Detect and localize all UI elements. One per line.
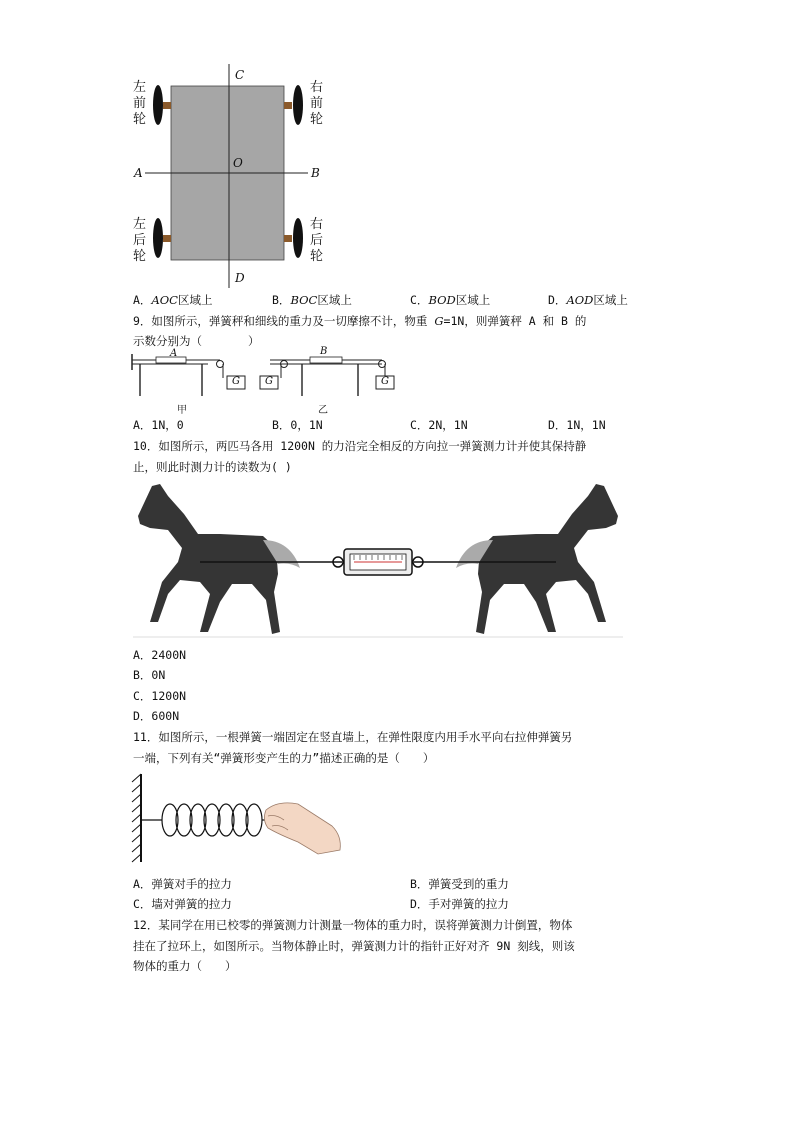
q8-option-b[interactable]: B．BOC区域上 [272, 293, 352, 307]
left-front-label: 左前轮 [133, 80, 147, 127]
left-rear-wheel [153, 218, 163, 258]
right-rear-wheel [293, 218, 303, 258]
q9-option-a[interactable]: A．1N，0 [133, 418, 184, 432]
spring-scale [333, 549, 423, 575]
q11-option-a[interactable]: A．弹簧对手的拉力 [133, 877, 232, 891]
q8-option-d[interactable]: D．AOD区域上 [548, 293, 628, 307]
q12-stem-line3: 物体的重力（ ） [133, 959, 237, 973]
q10-option-a[interactable]: A．2400N [133, 648, 187, 662]
q11-stem-line1: 11．如图所示，一根弹簧一端固定在竖直墙上，在弹性限度内用手水平向右拉伸弹簧另 [133, 730, 573, 744]
right-rear-label: 右后轮 [310, 217, 324, 264]
q8-option-a[interactable]: A．AOC区域上 [133, 293, 213, 307]
spring-scale-b [310, 357, 342, 363]
car-wheels-figure [128, 60, 328, 292]
q9-option-b[interactable]: B．0，1N [272, 418, 323, 432]
weight-g-label-yi-left: G [265, 376, 273, 387]
point-d-label: D [235, 271, 245, 285]
right-front-label: 右前轮 [310, 80, 324, 127]
fig-jia-label: 甲 [177, 405, 187, 416]
q10-option-c[interactable]: C．1200N [133, 689, 187, 703]
q9-option-c[interactable]: C．2N，1N [410, 418, 468, 432]
left-horse [138, 484, 300, 634]
spring-wall-hand-figure [128, 770, 348, 866]
q8-option-c[interactable]: C．BOD区域上 [410, 293, 491, 307]
q11-stem-line2: 一端，下列有关“弹簧形变产生的力”描述正确的是（ ） [133, 751, 435, 765]
q11-option-b[interactable]: B．弹簧受到的重力 [410, 877, 509, 891]
right-front-wheel [293, 85, 303, 125]
point-a-label: A [134, 166, 143, 180]
right-horse [456, 484, 618, 634]
q9-stem-line1: 9．如图所示，弹簧秤和细线的重力及一切摩擦不计，物重 G=1N，则弹簧秤 A 和 B 的 [133, 314, 587, 328]
q12-stem-line2: 挂在了拉环上，如图所示。当物体静止时，弹簧测力计的指针正好对齐 9N 刻线，则该 [133, 939, 575, 953]
q10-stem-line2: 止，则此时测力计的读数为( ) [133, 460, 292, 474]
point-c-label: C [235, 68, 245, 82]
weight-g-label-jia: G [232, 376, 240, 387]
spring-coils [141, 804, 272, 836]
point-b-label: B [311, 166, 320, 180]
q9-option-d[interactable]: D．1N，1N [548, 418, 606, 432]
left-front-wheel [153, 85, 163, 125]
weight-g-label-yi-right: G [381, 376, 389, 387]
two-horses-figure [128, 482, 628, 642]
fig-yi-label: 乙 [318, 405, 328, 416]
hand [264, 803, 340, 854]
q10-stem-line1: 10．如图所示，两匹马各用 1200N 的力沿完全相反的方向拉一弹簧测力计并使其保持静 [133, 439, 587, 453]
q12-stem-line1: 12．某同学在用已校零的弹簧测力计测量一物体的重力时，误将弹簧测力计倒置，物体 [133, 918, 573, 932]
spring-b-label: B [320, 346, 328, 357]
point-o-label: O [233, 156, 243, 170]
q10-option-d[interactable]: D．600N [133, 709, 180, 723]
q11-option-d[interactable]: D．手对弹簧的拉力 [410, 897, 509, 911]
q9-stem-line2: 示数分别为（ ） [133, 334, 260, 348]
spring-a-label: A [170, 348, 178, 359]
left-rear-label: 左后轮 [133, 217, 147, 264]
q11-option-c[interactable]: C．墙对弹簧的拉力 [133, 897, 232, 911]
q10-option-b[interactable]: B．0N [133, 668, 166, 682]
